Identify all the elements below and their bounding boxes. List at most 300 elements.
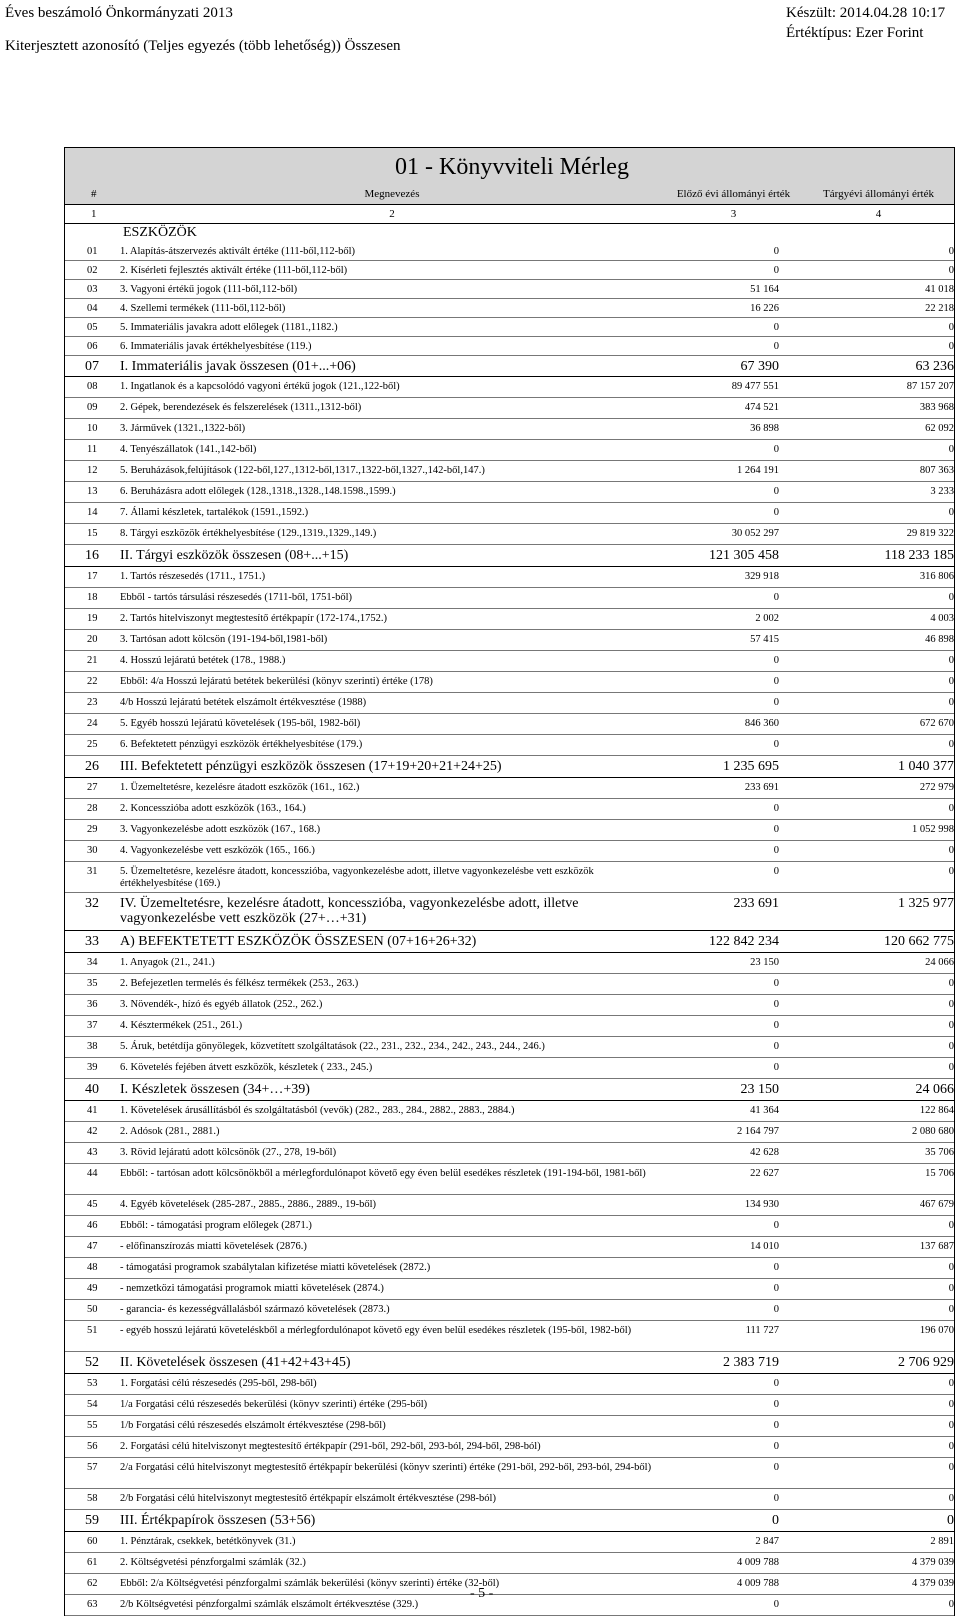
table-row [65,1258,954,1279]
row-code: 15 [87,528,98,539]
row-code: 35 [87,978,98,989]
table-row [65,1037,954,1058]
row-prev-value: 0 [773,1599,779,1610]
row-name: 1. Forgatási célú részesedés (295-ből, 298-ből) [120,1378,317,1389]
row-code: 21 [87,655,98,666]
row-name: 2. Tartós hitelviszonyt megtestesítő értékpapír (172-174.,1752.) [120,613,388,624]
row-prev-value: 14 010 [750,1241,779,1252]
table-row [65,1458,954,1489]
row-cur-value: 0 [948,1441,954,1452]
row-name: 3. Járművek (1321.,1322-ből) [120,423,246,434]
row-code: 54 [87,1399,98,1410]
table-row [65,1079,954,1101]
table-row [65,398,954,419]
row-code: 59 [85,1513,99,1528]
row-cur-value: 2 080 680 [912,1126,954,1137]
row-code: 26 [85,759,99,774]
row-prev-value: 846 360 [744,718,779,729]
row-cur-value: 118 233 185 [884,548,954,563]
table-row [65,280,954,299]
row-name: - garancia- és kezességvállalásból származó követelések (2873.) [120,1304,390,1315]
row-code: 53 [87,1378,98,1389]
table-row [65,778,954,799]
row-name: 5. Áruk, betétdíja gönyölegek, közvetített szolgáltatások (22., 231., 232., 234., 242., 243., 244., 246.) [120,1041,545,1052]
row-cur-value: 1 325 977 [898,896,954,911]
row-name: 4. Késztermékek (251., 261.) [120,1020,243,1031]
table-row [65,995,954,1016]
row-prev-value: 36 898 [750,423,779,434]
row-cur-value: 63 236 [915,359,954,374]
row-code: 27 [87,782,98,793]
row-code: 06 [87,341,98,352]
row-name: - támogatási programok szabálytalan kifizetése miatti követelések (2872.) [120,1262,431,1273]
row-prev-value: 2 164 797 [737,1126,779,1137]
column-number-row [65,205,954,224]
row-code: 46 [87,1220,98,1231]
row-code: 02 [87,265,98,276]
table-row [65,1321,954,1352]
row-prev-value: 0 [773,1220,779,1231]
table-row [65,461,954,482]
row-code: 30 [87,845,98,856]
row-code: 39 [87,1062,98,1073]
table-row [65,1058,954,1079]
row-code: 55 [87,1420,98,1431]
row-prev-value: 0 [773,803,779,814]
row-code: 43 [87,1147,98,1158]
value-type: Értéktípus: Ezer Forint [786,25,924,41]
row-cur-value: 1 052 998 [912,824,954,835]
row-prev-value: 57 415 [750,634,779,645]
row-prev-value: 0 [773,697,779,708]
table-row [65,1016,954,1037]
row-prev-value: 233 691 [733,896,779,911]
row-code: 38 [87,1041,98,1052]
table-row [65,1122,954,1143]
table-row [65,1195,954,1216]
table-row [65,672,954,693]
row-code: 48 [87,1262,98,1273]
row-name: 2. Koncesszióba adott eszközök (163., 164.) [120,803,306,814]
row-prev-value: 2 002 [755,613,779,624]
row-code: 28 [87,803,98,814]
row-name: 4. Egyéb követelések (285-287., 2885., 2886., 2889., 19-ből) [120,1199,377,1210]
table-row [65,545,954,567]
row-prev-value: 42 628 [750,1147,779,1158]
table-row [65,440,954,461]
column-number-2: 2 [389,208,395,220]
row-name: 3. Rövid lejáratú adott kölcsönök (27., 278, 19-ből) [120,1147,337,1158]
table-row [65,630,954,651]
row-prev-value: 0 [773,978,779,989]
row-cur-value: 0 [948,1062,954,1073]
row-prev-value: 0 [773,845,779,856]
row-prev-value: 134 930 [744,1199,779,1210]
column-header-prev: Előző évi állományi érték [676,188,791,200]
balance-sheet-table [64,147,955,1616]
report-header-left [5,3,400,56]
row-code: 45 [87,1199,98,1210]
row-name: 4. Vagyonkezelésbe vett eszközök (165., 166.) [120,845,315,856]
table-row [65,1164,954,1195]
row-code: 33 [85,934,99,949]
row-name: Ebből: 4/a Hosszú lejáratú betétek bekerülési (könyv szerinti) értéke (178) [120,676,433,687]
row-name: 5. Beruházások,felújítások (122-ből,127.,1312-ből,1317.,1322-ből,1327.,142-ből,147.) [120,465,485,476]
created-timestamp: Készült: 2014.04.28 10:17 [786,5,946,21]
row-cur-value: 4 379 039 [912,1557,954,1568]
row-prev-value: 0 [773,1462,779,1473]
table-row [65,1374,954,1395]
table-row [65,1574,954,1595]
row-name: IV. Üzemeltetésre, kezelésre átadott, koncesszióba, vagyonkezelésbe adott, illetve vagyonkezelésbe vett eszközök (27+…+31) [120,896,579,926]
row-prev-value: 51 164 [750,284,779,295]
row-name: 4. Hosszú lejáratú betétek (178., 1988.) [120,655,286,666]
row-prev-value: 0 [773,824,779,835]
table-row [65,356,954,377]
row-cur-value: 0 [948,507,954,518]
row-code: 58 [87,1493,98,1504]
row-code: 25 [87,739,98,750]
row-prev-value: 67 390 [740,359,779,374]
row-prev-value: 0 [773,655,779,666]
row-prev-value: 0 [773,1283,779,1294]
row-prev-value: 0 [773,999,779,1010]
row-cur-value: 0 [948,1378,954,1389]
row-cur-value: 0 [948,1220,954,1231]
row-cur-value: 15 706 [925,1168,954,1179]
row-name: 6. Befektetett pénzügyi eszközök értékhelyesbítése (179.) [120,739,363,750]
row-cur-value: 0 [948,1020,954,1031]
row-code: 20 [87,634,98,645]
row-code: 31 [87,866,98,877]
row-name: III. Értékpapírok összesen (53+56) [120,1513,316,1528]
row-prev-value: 0 [773,1378,779,1389]
table-row [65,841,954,862]
row-prev-value: 16 226 [750,303,779,314]
row-prev-value: 0 [773,739,779,750]
row-cur-value: 0 [948,265,954,276]
table-row [65,503,954,524]
row-code: 16 [85,548,99,563]
row-code: 44 [87,1168,98,1179]
row-cur-value: 122 864 [919,1105,954,1116]
row-cur-value: 0 [948,1599,954,1610]
table-row [65,714,954,735]
table-row [65,735,954,756]
row-code: 49 [87,1283,98,1294]
row-prev-value: 0 [773,265,779,276]
row-code: 41 [87,1105,98,1116]
row-prev-value: 0 [773,676,779,687]
table-row [65,377,954,398]
row-code: 23 [87,697,98,708]
row-cur-value: 807 363 [919,465,954,476]
row-cur-value: 0 [948,1420,954,1431]
row-cur-value: 22 218 [925,303,954,314]
table-row [65,693,954,714]
row-cur-value: 272 979 [919,782,954,793]
table-row [65,1595,954,1616]
row-prev-value: 2 847 [755,1536,779,1547]
row-name: Ebből: - tartósan adott kölcsönökből a mérlegfordulónapot követő egy éven belül esedékes részletek (191-194-ből, 1981-ből) [120,1168,646,1179]
row-cur-value: 2 891 [930,1536,954,1547]
table-row [65,931,954,953]
row-prev-value: 23 150 [740,1082,779,1097]
row-name: Ebből - tartós társulási részesedés (1711-ből, 1751-ből) [120,592,353,603]
row-cur-value: 24 066 [925,957,954,968]
row-code: 12 [87,465,98,476]
row-prev-value: 4 009 788 [737,1578,779,1589]
row-code: 24 [87,718,98,729]
row-name: 8. Tárgyi eszközök értékhelyesbítése (129.,1319.,1329.,149.) [120,528,377,539]
row-prev-value: 0 [773,1493,779,1504]
row-code: 08 [87,381,98,392]
row-name: 2. Befejezetlen termelés és félkész termékek (253., 263.) [120,978,359,989]
row-cur-value: 24 066 [915,1082,954,1097]
row-prev-value: 329 918 [744,571,779,582]
row-prev-value: 4 009 788 [737,1557,779,1568]
row-cur-value: 4 379 039 [912,1578,954,1589]
table-row [65,1416,954,1437]
row-name: 1. Üzemeltetésre, kezelésre átadott eszközök (161., 162.) [120,782,360,793]
report-title: Éves beszámoló Önkormányzati 2013 [5,5,233,21]
row-code: 01 [87,246,98,257]
row-name: 6. Immateriális javak értékhelyesbítése (119.) [120,341,312,352]
row-code: 32 [85,896,99,911]
row-name: Ebből: - támogatási program előlegek (2871.) [120,1220,312,1231]
row-prev-value: 0 [773,246,779,257]
row-code: 07 [85,359,99,374]
table-row [65,799,954,820]
row-cur-value: 0 [947,1513,954,1528]
table-row [65,1395,954,1416]
row-cur-value: 35 706 [925,1147,954,1158]
row-code: 61 [87,1557,98,1568]
row-name: I. Immateriális javak összesen (01+...+06) [120,359,356,374]
row-code: 62 [87,1578,98,1589]
row-name: 2. Költségvetési pénzforgalmi számlák (32.) [120,1557,306,1568]
row-cur-value: 0 [948,341,954,352]
row-cur-value: 0 [948,1304,954,1315]
row-code: 63 [87,1599,98,1610]
row-cur-value: 0 [948,1041,954,1052]
row-prev-value: 0 [773,866,779,877]
row-name: 6. Beruházásra adott előlegek (128.,1318.,1328.,148.1598.,1599.) [120,486,396,497]
row-cur-value: 0 [948,803,954,814]
row-name: 3. Vagyonkezelésbe adott eszközök (167., 168.) [120,824,321,835]
row-cur-value: 3 233 [930,486,954,497]
row-name: 5. Immateriális javakra adott előlegek (1181.,1182.) [120,322,338,333]
table-row [65,1510,954,1532]
table-row [65,1300,954,1321]
row-name: 7. Állami készletek, tartalékok (1591.,1592.) [120,507,309,518]
row-name: 1. Követelések árusállításból és szolgáltatásból (vevők) (282., 283., 284., 2882., 2883., 2884.) [120,1105,515,1116]
table-body [65,242,954,1616]
table-row [65,1352,954,1374]
row-code: 60 [87,1536,98,1547]
row-cur-value: 0 [948,697,954,708]
row-name: 3. Vagyoni értékű jogok (111-ből,112-ből) [120,284,298,295]
row-cur-value: 196 070 [919,1325,954,1336]
table-row [65,820,954,841]
row-cur-value: 62 092 [925,423,954,434]
row-name: III. Befektetett pénzügyi eszközök összesen (17+19+20+21+24+25) [120,759,502,774]
row-name: I. Készletek összesen (34+…+39) [120,1082,310,1097]
row-prev-value: 0 [773,1062,779,1073]
table-row [65,337,954,356]
row-prev-value: 1 264 191 [737,465,779,476]
row-code: 50 [87,1304,98,1315]
row-prev-value: 233 691 [744,782,779,793]
table-title: 01 - Könyvviteli Mérleg [395,154,629,180]
table-row [65,261,954,280]
row-name: 6. Követelés fejében átvett eszközök, készletek ( 233., 245.) [120,1062,373,1073]
row-name: 2. Gépek, berendezések és felszerelések (1311.,1312-ből) [120,402,362,413]
row-cur-value: 383 968 [919,402,954,413]
table-row [65,419,954,440]
table-row [65,1489,954,1510]
row-name: 3. Tartósan adott kölcsön (191-194-ből,1981-ből) [120,634,328,645]
row-prev-value: 22 627 [750,1168,779,1179]
row-code: 40 [85,1082,99,1097]
row-cur-value: 0 [948,978,954,989]
row-code: 29 [87,824,98,835]
column-number-1: 1 [91,208,97,220]
row-code: 36 [87,999,98,1010]
column-header-cur: Tárgyévi állományi érték [823,188,934,200]
section-heading: ESZKÖZÖK [123,225,197,240]
row-name: 1. Alapítás-átszervezés aktivált értéke (111-ből,112-ből) [120,246,355,257]
table-row [65,1553,954,1574]
row-name: 1. Pénztárak, csekkek, betétkönyvek (31.) [120,1536,296,1547]
row-name: - nemzetközi támogatási programok miatti követelések (2874.) [120,1283,384,1294]
row-code: 56 [87,1441,98,1452]
row-name: 1/a Forgatási célú részesedés bekerülési (könyv szerinti) értéke (295-ből) [120,1399,428,1410]
table-row [65,609,954,630]
table-title-bar [65,147,954,184]
row-code: 05 [87,322,98,333]
row-name: 4/b Hosszú lejáratú betétek elszámolt értékvesztése (1988) [120,697,367,708]
row-name: 1. Anyagok (21., 241.) [120,957,215,968]
row-cur-value: 0 [948,676,954,687]
table-row [65,588,954,609]
row-code: 10 [87,423,98,434]
row-prev-value: 0 [773,1041,779,1052]
table-row [65,299,954,318]
row-prev-value: 23 150 [750,957,779,968]
row-code: 22 [87,676,98,687]
row-prev-value: 1 235 695 [723,759,779,774]
report-header-right [786,3,945,43]
row-prev-value: 0 [773,322,779,333]
row-prev-value: 0 [773,1441,779,1452]
row-prev-value: 121 305 458 [709,548,779,563]
row-prev-value: 0 [772,1513,779,1528]
row-cur-value: 2 706 929 [898,1355,954,1370]
row-name: - egyéb hosszú lejáratú követeléskből a mérlegfordulónapot követő egy éven belül esedékes részletek (195-ből, 1982-ből) [120,1325,632,1336]
table-row [65,893,954,931]
row-cur-value: 0 [948,1399,954,1410]
row-prev-value: 0 [773,1399,779,1410]
row-name: 4. Szellemi termékek (111-ből,112-ből) [120,303,286,314]
row-code: 11 [87,444,98,455]
row-cur-value: 0 [948,1283,954,1294]
row-name: Ebből: 2/a Költségvetési pénzforgalmi számlák bekerülési (könyv szerinti) értéke (32-ből) [120,1578,500,1589]
row-cur-value: 0 [948,592,954,603]
row-prev-value: 2 383 719 [723,1355,779,1370]
row-name: 2/b Költségvetési pénzforgalmi számlák elszámolt értékvesztése (329.) [120,1599,419,1610]
row-prev-value: 0 [773,1020,779,1031]
table-row [65,567,954,588]
table-row [65,1101,954,1122]
row-name: 4. Tenyészállatok (141.,142-ből) [120,444,257,455]
row-code: 18 [87,592,98,603]
table-row [65,1279,954,1300]
row-name: 2. Adósok (281., 2881.) [120,1126,220,1137]
row-name: 2/b Forgatási célú hitelviszonyt megtestesítő értékpapír elszámolt értékvesztése (298-ból) [120,1493,496,1504]
row-prev-value: 0 [773,1304,779,1315]
row-prev-value: 122 842 234 [709,934,779,949]
row-code: 57 [87,1462,98,1473]
row-cur-value: 0 [948,444,954,455]
row-name: 1. Ingatlanok és a kapcsolódó vagyoni értékű jogok (121.,122-ből) [120,381,400,392]
table-row [65,482,954,503]
table-row [65,1437,954,1458]
row-cur-value: 316 806 [919,571,954,582]
row-code: 04 [87,303,98,314]
column-number-3: 3 [730,208,737,220]
row-cur-value: 0 [948,1493,954,1504]
row-code: 52 [85,1355,99,1370]
row-prev-value: 474 521 [744,402,779,413]
row-prev-value: 0 [773,507,779,518]
table-row [65,756,954,778]
row-code: 09 [87,402,98,413]
row-prev-value: 0 [773,444,779,455]
row-cur-value: 87 157 207 [906,381,954,392]
row-name: II. Követelések összesen (41+42+43+45) [120,1355,351,1370]
row-code: 42 [87,1126,98,1137]
row-name: 1. Tartós részesedés (1711., 1751.) [120,571,266,582]
table-row [65,524,954,545]
table-row [65,1216,954,1237]
row-code: 19 [87,613,98,624]
row-name: 1/b Forgatási célú részesedés elszámolt értékvesztése (298-ből) [120,1420,386,1431]
row-cur-value: 46 898 [925,634,954,645]
row-cur-value: 0 [948,655,954,666]
table-row [65,974,954,995]
row-name: 5. Egyéb hosszú lejáratú követelések (195-ből, 1982-ből) [120,718,361,729]
row-prev-value: 30 052 297 [731,528,779,539]
row-code: 34 [87,957,98,968]
row-code: 13 [87,486,98,497]
row-cur-value: 0 [948,845,954,856]
page-number: - 5 - [470,1586,494,1601]
row-code: 17 [87,571,98,582]
row-prev-value: 0 [773,1262,779,1273]
row-name: 3. Növendék-, hízó és egyéb állatok (252., 262.) [120,999,323,1010]
row-name: 2. Kísérleti fejlesztés aktivált értéke (111-ből,112-ből) [120,265,348,276]
column-header-code: # [91,188,97,200]
row-prev-value: 89 477 551 [731,381,779,392]
row-cur-value: 0 [948,1462,954,1473]
column-number-4: 4 [875,208,882,220]
row-prev-value: 0 [773,1420,779,1431]
row-cur-value: 0 [948,322,954,333]
row-cur-value: 467 679 [919,1199,954,1210]
row-name: 2/a Forgatási célú hitelviszonyt megtestesítő értékpapír bekerülési (könyv szerinti) értéke (291-ből, 292-ből, 293-ból, 294-ből) [120,1462,652,1473]
column-header-name: Megnevezés [364,188,420,200]
